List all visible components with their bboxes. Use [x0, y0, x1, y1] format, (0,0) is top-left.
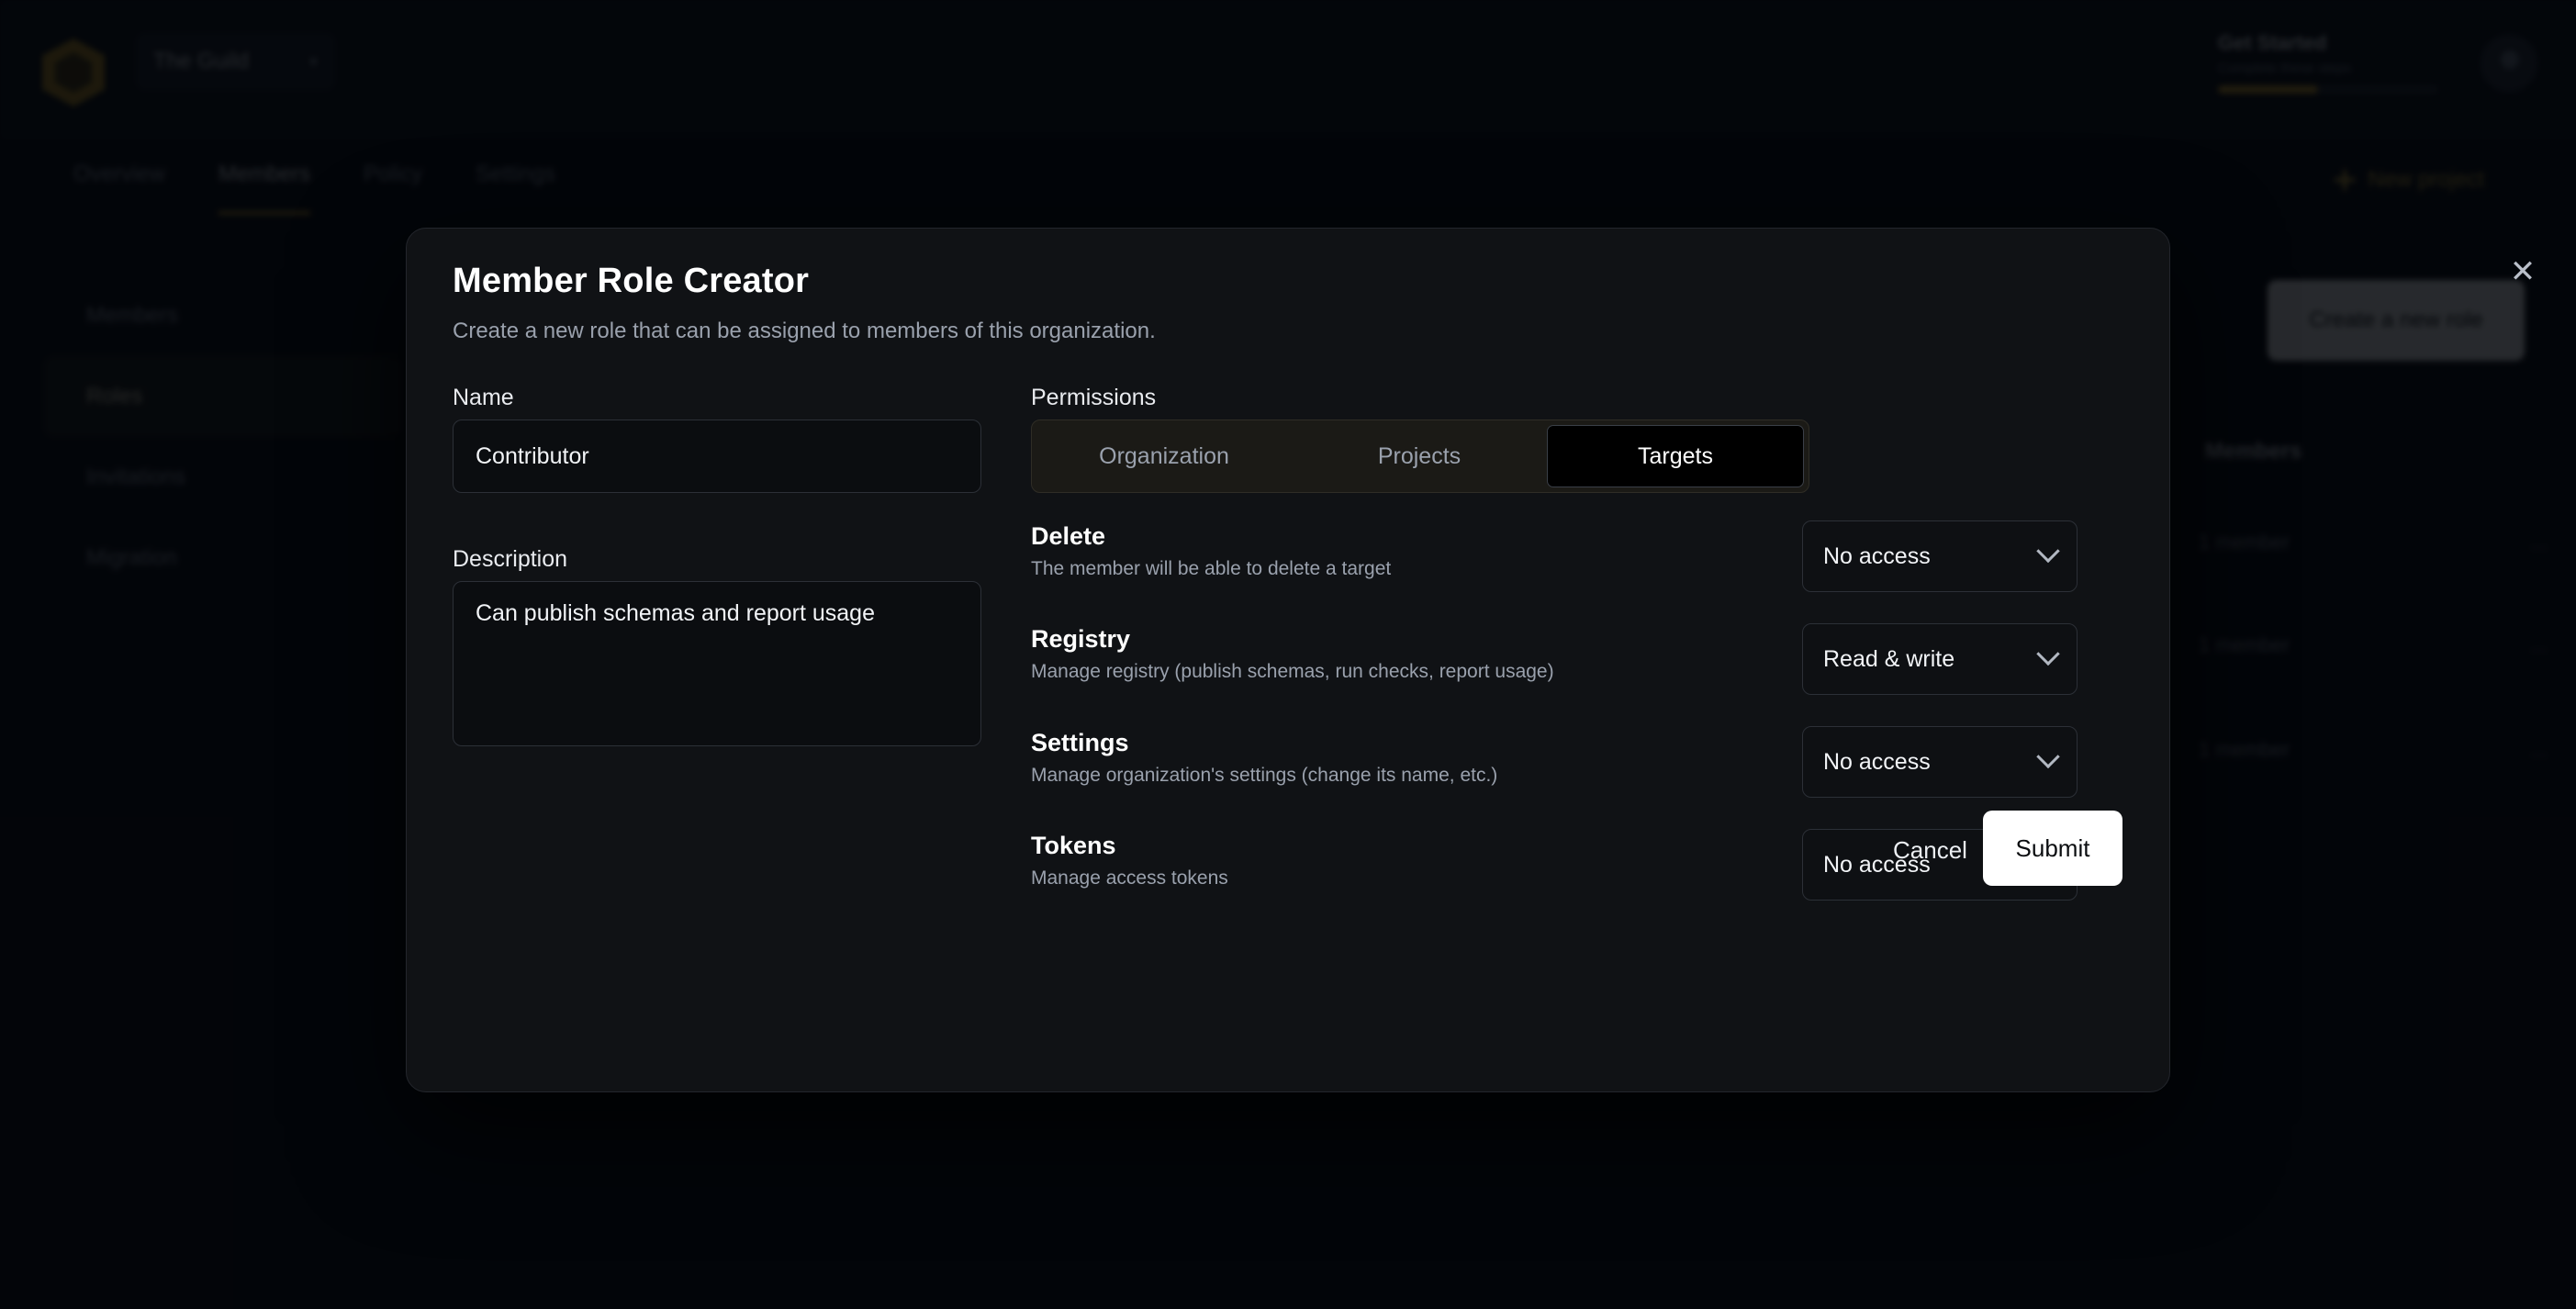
- tab-projects[interactable]: Projects: [1377, 442, 1462, 469]
- permission-row-delete: [1031, 522, 1809, 580]
- permissions-tabbar: [1031, 420, 1809, 493]
- chevron-down-icon: [2036, 745, 2059, 768]
- tab-targets[interactable]: Targets: [1547, 425, 1804, 487]
- permission-description: Manage organization's settings (change its name, etc.): [1031, 765, 1498, 786]
- permission-row-tokens: [1031, 832, 1809, 889]
- tab-organization[interactable]: Organization: [1099, 442, 1229, 469]
- permission-select-value: No access: [1823, 543, 1931, 569]
- permission-select-value: No access: [1823, 851, 1931, 878]
- name-label: Name: [453, 385, 514, 410]
- permission-row-settings: [1031, 729, 1809, 787]
- cancel-button[interactable]: Cancel: [1862, 816, 1999, 884]
- permission-select-settings[interactable]: [1802, 726, 2078, 798]
- permission-description: Manage access tokens: [1031, 867, 1228, 889]
- permission-description: Manage registry (publish schemas, run checks, report usage): [1031, 661, 1554, 682]
- dialog-title: Member Role Creator: [453, 262, 810, 300]
- permission-title: Registry: [1031, 625, 1131, 653]
- dialog-subtitle: Create a new role that can be assigned to members of this organization.: [453, 319, 1156, 343]
- permissions-label: Permissions: [1031, 385, 1157, 410]
- description-label: Description: [453, 546, 568, 572]
- permission-select-value: Read & write: [1823, 645, 1955, 672]
- permission-select-registry[interactable]: [1802, 623, 2078, 695]
- permission-title: Tokens: [1031, 832, 1116, 859]
- close-icon[interactable]: ✕: [2509, 254, 2537, 289]
- chevron-down-icon: [2036, 540, 2059, 563]
- permission-row-registry: [1031, 625, 1809, 683]
- name-input[interactable]: [453, 420, 981, 493]
- description-input[interactable]: [453, 581, 981, 746]
- permission-title: Settings: [1031, 729, 1129, 756]
- permission-select-value: No access: [1823, 748, 1931, 775]
- chevron-down-icon: [2036, 643, 2059, 666]
- member-role-creator-dialog: [406, 228, 2170, 1092]
- permission-description: The member will be able to delete a target: [1031, 558, 1392, 579]
- permission-title: Delete: [1031, 522, 1106, 550]
- permission-select-delete[interactable]: [1802, 520, 2078, 592]
- submit-button[interactable]: Submit: [1983, 811, 2122, 886]
